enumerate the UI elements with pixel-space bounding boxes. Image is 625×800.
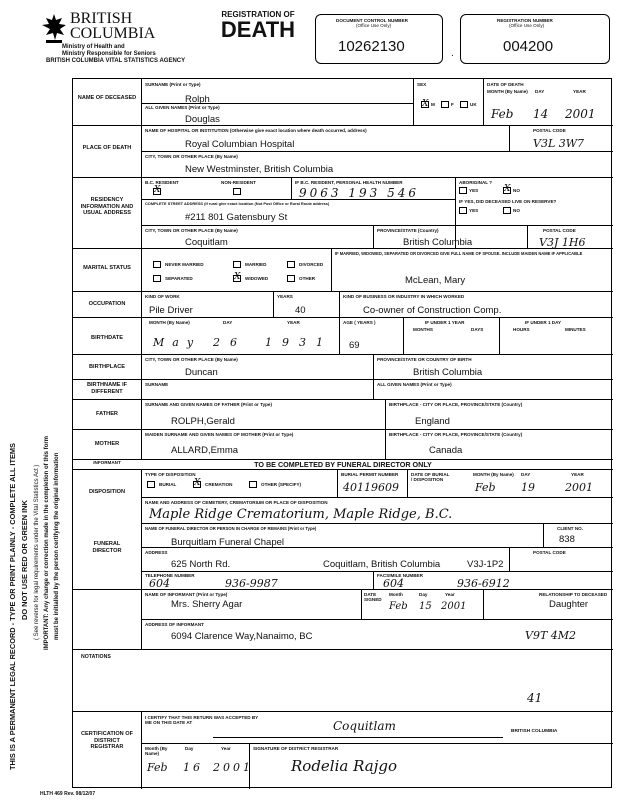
section-residency: RESIDENCY INFORMATION AND USUAL ADDRESS bbox=[80, 197, 134, 216]
dod-year-label: YEAR bbox=[573, 89, 586, 94]
birthname-divider bbox=[373, 379, 374, 399]
fax-label: FACSIMILE NUMBER bbox=[377, 573, 423, 578]
fd-postal-label: POSTAL CODE bbox=[533, 550, 566, 555]
under1year-divider bbox=[403, 317, 404, 354]
aboriginal-yes-label: YES bbox=[469, 188, 479, 193]
res-province-divider bbox=[373, 225, 374, 248]
fd-address-value: 625 North Rd. bbox=[171, 559, 231, 570]
phn-value: 9063 193 546 bbox=[299, 186, 419, 200]
row-sep-1 bbox=[73, 125, 613, 126]
cert-year-label: Year bbox=[221, 746, 231, 751]
permit-divider bbox=[337, 469, 338, 497]
ministry-block bbox=[46, 44, 185, 65]
title-death: DEATH bbox=[220, 17, 296, 42]
non-resident-checkbox[interactable] bbox=[233, 188, 241, 195]
informant-divider bbox=[141, 619, 613, 620]
business-divider bbox=[339, 291, 340, 317]
phn-label: IF B.C. RESIDENT, PERSONAL HEALTH NUMBER bbox=[295, 180, 403, 185]
doc-control-office-use: (Office Use Only) bbox=[356, 23, 392, 28]
res-postal-divider bbox=[527, 225, 528, 248]
side-text-line-4: IMPORTANT: Any change or correction made in the completion of this form bbox=[44, 435, 50, 650]
years-divider bbox=[273, 291, 274, 317]
row-sep-4 bbox=[73, 291, 613, 292]
section-funeral-director: FUNERAL DIRECTOR bbox=[92, 541, 122, 554]
dod-day-value: 14 bbox=[533, 107, 549, 121]
informant-date-label: DATE SIGNED bbox=[364, 592, 382, 602]
section-name-of-deceased: NAME OF DECEASED bbox=[77, 95, 137, 101]
birth-day-value: 26 bbox=[213, 336, 247, 349]
dod-divider bbox=[483, 79, 484, 125]
fd-postal-divider bbox=[509, 547, 510, 571]
res-city-label: CITY, TOWN OR OTHER PLACE (By Name) bbox=[145, 228, 238, 233]
fd-address-label: ADDRESS bbox=[145, 550, 168, 555]
dod-day-label: DAY bbox=[535, 89, 545, 94]
other-disposition-label: OTHER (SPECIFY) bbox=[261, 482, 302, 487]
client-divider bbox=[543, 523, 544, 547]
side-text-line-2: DO NOT USE RED OR GREEN INK bbox=[20, 500, 29, 620]
pod-postal-divider bbox=[509, 125, 510, 151]
fd-divider-3 bbox=[141, 571, 613, 572]
spouse-label: IF MARRIED, WIDOWED, SEPARATED OR DIVORCED GIVE FULL NAME OF SPOUSE. INCLUDE MAIDEN NAME IF APPLICABLE bbox=[335, 251, 583, 256]
surname-value: Rolph bbox=[185, 94, 210, 105]
business-value: Co-owner of Construction Comp. bbox=[363, 305, 502, 316]
funeral-director-name-label: NAME OF FUNERAL DIRECTOR OR PERSON IN CHARGE OF REMAINS (Print or Type) bbox=[145, 526, 317, 531]
sex-uk-checkbox[interactable] bbox=[460, 101, 468, 108]
ministry-line-2: Ministry Responsible for Seniors bbox=[62, 51, 156, 57]
father-birthplace-label: BIRTHPLACE - CITY OR PLACE, PROVINCE/STATE (Country) bbox=[389, 402, 523, 407]
pod-city-value: New Westminster, British Columbia bbox=[185, 164, 334, 175]
reserve-label: IF YES, DID DECEASED LIVE ON RESERVE? bbox=[459, 199, 557, 204]
kind-of-work-value: Pile Driver bbox=[149, 305, 193, 316]
pod-postal-value: V3L 3W7 bbox=[533, 137, 585, 150]
hospital-label: NAME OF HOSPITAL OR INSTITUTION (Otherwise give exact location where death occurred, address) bbox=[145, 128, 367, 133]
never-married-checkbox[interactable] bbox=[153, 261, 161, 268]
cert-year-value: 2001 bbox=[213, 761, 253, 774]
relationship-value: Daughter bbox=[549, 599, 589, 610]
mother-bp-divider bbox=[385, 429, 386, 459]
disp-divider bbox=[141, 497, 613, 498]
street-value: #211 801 Gatensbury St bbox=[185, 212, 288, 223]
res-province-value: British Columbia bbox=[403, 237, 473, 248]
res-postal-value: V3J 1H6 bbox=[539, 236, 586, 249]
surname-label: SURNAME (Print or Type) bbox=[145, 82, 201, 87]
doc-control-value: 10262130 bbox=[338, 38, 405, 55]
title-registration-of: REGISTRATION OF bbox=[221, 10, 295, 19]
birthplace-city-label: CITY, TOWN OR OTHER PLACE (By Name) bbox=[145, 357, 238, 362]
relationship-divider bbox=[483, 589, 484, 619]
bc-resident-mark: X bbox=[154, 185, 161, 195]
fd-divider-2 bbox=[141, 547, 613, 548]
spouse-value: McLean, Mary bbox=[405, 275, 466, 286]
section-notations: NOTATIONS bbox=[81, 654, 111, 660]
informant-postal-value: V9T 4M2 bbox=[525, 629, 577, 642]
separator-dot: . bbox=[451, 48, 454, 59]
disposition-type-label: TYPE OF DISPOSITION bbox=[145, 472, 196, 477]
years-label: YEARS bbox=[277, 294, 293, 299]
pod-divider bbox=[141, 151, 613, 152]
client-number-label: CLIENT NO. bbox=[557, 526, 584, 531]
months-label: MONTHS bbox=[413, 327, 433, 332]
section-occupation: OCCUPATION bbox=[88, 301, 126, 307]
burial-label: BURIAL bbox=[159, 482, 177, 487]
section-birthname-if-different: BIRTHNAME IF DIFFERENT bbox=[86, 382, 128, 395]
side-text-line-1: THIS IS A PERMANENT LEGAL RECORD - TYPE OR PRINT PLAINLY - COMPLETE ALL ITEMS bbox=[8, 443, 17, 770]
cremation-mark: X bbox=[194, 478, 201, 488]
birth-month-label: MONTH (By Name) bbox=[149, 320, 190, 325]
agency-line: BRITISH COLUMBIA VITAL STATISTICS AGENCY bbox=[46, 58, 186, 64]
birthname-surname-label: SURNAME bbox=[145, 382, 169, 387]
birthplace-city-value: Duncan bbox=[185, 367, 218, 378]
disp-month-value: Feb bbox=[475, 481, 496, 494]
non-resident-label: NON-RESIDENT bbox=[221, 180, 256, 185]
disp-day-value: 19 bbox=[521, 481, 535, 494]
reserve-no-label: NO bbox=[513, 208, 520, 213]
row-sep-13 bbox=[73, 649, 613, 650]
birthplace-province-label: PROVINCE/STATE OR COUNTRY OF BIRTH bbox=[377, 357, 472, 362]
relationship-label: RELATIONSHIP TO DECEASED bbox=[539, 592, 608, 597]
burial-permit-value: 40119609 bbox=[343, 481, 399, 494]
sex-male-label: M bbox=[431, 102, 435, 107]
form-title bbox=[212, 10, 304, 41]
registration-number-label: REGISTRATION NUMBER bbox=[497, 18, 553, 23]
birthname-given-label: ALL GIVEN NAMES (Print or Type) bbox=[377, 382, 452, 387]
telephone-value: 936-9987 bbox=[225, 577, 278, 590]
disp-year-value: 2001 bbox=[565, 481, 593, 494]
section-place-of-death: PLACE OF DEATH bbox=[82, 145, 132, 151]
disposition-date-label: DATE OF BURIAL / DISPOSITION bbox=[411, 472, 450, 482]
row-sep-7 bbox=[73, 379, 613, 380]
separated-label: SEPARATED bbox=[165, 276, 193, 281]
telephone-label: TELEPHONE NUMBER bbox=[145, 573, 195, 578]
disp-date-divider bbox=[407, 469, 408, 497]
dod-month-value: Feb bbox=[491, 107, 514, 121]
side-text-line-5: must be initialled by the person certifying the original information bbox=[54, 452, 60, 640]
section-marital-status: MARITAL STATUS bbox=[83, 265, 131, 271]
res-divider-2 bbox=[141, 225, 613, 226]
father-bp-divider bbox=[385, 399, 386, 429]
cert-month-value: Feb bbox=[147, 761, 168, 774]
section-certification: CERTIFICATION OF DISTRICT REGISTRAR bbox=[80, 731, 134, 750]
separated-checkbox[interactable] bbox=[153, 275, 161, 282]
cemetery-value: Maple Ridge Crematorium, Maple Ridge, B.C. bbox=[149, 507, 453, 522]
aboriginal-label: ABORIGINAL ? bbox=[459, 180, 493, 185]
informant-day-value: 15 bbox=[419, 601, 432, 612]
birth-year-value: 1931 bbox=[265, 336, 333, 349]
reserve-yes-label: YES bbox=[469, 208, 479, 213]
reserve-no-checkbox[interactable] bbox=[503, 207, 511, 214]
fd-address-city: Coquitlam, British Columbia bbox=[323, 559, 441, 570]
informant-month-label: Month bbox=[389, 592, 403, 597]
married-checkbox[interactable] bbox=[233, 261, 241, 268]
certify-label: I CERTIFY THAT THIS RETURN WAS ACCEPTED BY ME ON THIS DATE AT bbox=[145, 715, 259, 725]
other-marital-label: OTHER bbox=[299, 276, 316, 281]
sex-uk-label: UK bbox=[470, 102, 477, 107]
informant-date-divider bbox=[361, 589, 362, 619]
cert-divider bbox=[141, 743, 613, 744]
birthplace-province-divider bbox=[373, 354, 374, 379]
days-label: DAYS bbox=[471, 327, 484, 332]
dod-month-label: MONTH (By Name) bbox=[487, 89, 528, 94]
section-disposition: DISPOSITION bbox=[88, 489, 126, 495]
section-informant: INFORMANT bbox=[93, 460, 121, 465]
cert-month-label: Month (By Name) bbox=[145, 746, 168, 756]
fd-address-postal: V3J-1P2 bbox=[467, 559, 504, 570]
cemetery-label: NAME AND ADDRESS OF CEMETERY, CREMATORIUM OR PLACE OF DISPOSITION bbox=[145, 500, 328, 505]
disp-day-label: DAY bbox=[521, 472, 531, 477]
informant-month-value: Feb bbox=[389, 601, 408, 612]
sex-female-checkbox[interactable] bbox=[441, 101, 449, 108]
mother-name-value: ALLARD,Emma bbox=[171, 445, 239, 456]
registration-office-use: (Office Use Only) bbox=[509, 23, 545, 28]
given-names-label: ALL GIVEN NAMES (Print or Type) bbox=[145, 105, 220, 110]
father-name-value: ROLPH,Gerald bbox=[171, 416, 235, 427]
label-column-divider bbox=[141, 79, 142, 459]
doc-control-box bbox=[315, 14, 443, 64]
informant-address-label: ADDRESS OF INFORMANT bbox=[145, 622, 204, 627]
under1day-divider bbox=[499, 317, 500, 354]
sex-divider bbox=[413, 79, 414, 125]
under-1-day-label: IF UNDER 1 DAY bbox=[525, 320, 562, 325]
registrar-signature: Rodelia Rajgo bbox=[291, 757, 397, 775]
pod-postal-label: POSTAL CODE bbox=[533, 128, 566, 133]
telephone-area-code: 604 bbox=[149, 577, 170, 590]
section-mother: MOTHER bbox=[94, 441, 120, 447]
disp-month-label: MONTH (By Name) bbox=[473, 472, 514, 477]
informant-address-value: 6094 Clarence Way,Nanaimo, BC bbox=[171, 631, 313, 642]
informant-year-value: 2001 bbox=[441, 601, 467, 612]
birth-year-label: YEAR bbox=[287, 320, 300, 325]
funeral-director-name-value: Burquitlam Funeral Chapel bbox=[171, 537, 285, 548]
given-names-value: Douglas bbox=[185, 114, 220, 125]
burial-permit-label: BURIAL PERMIT NUMBER bbox=[341, 472, 399, 477]
bc-logo-icon bbox=[40, 12, 68, 44]
street-label: COMPLETE STREET ADDRESS (If rural give exact location (Not Post Office or Rural Route address) bbox=[145, 201, 330, 206]
cert-day-value: 16 bbox=[183, 761, 203, 774]
hours-label: HOURS bbox=[513, 327, 530, 332]
doc-control-label: DOCUMENT CONTROL NUMBER bbox=[336, 18, 408, 23]
sex-female-label: F bbox=[451, 102, 454, 107]
birthplace-province-value: British Columbia bbox=[413, 367, 483, 378]
fax-divider bbox=[373, 571, 374, 589]
mother-birthplace-value: Canada bbox=[429, 445, 463, 456]
row-sep-11 bbox=[73, 469, 613, 470]
section-birthdate: BIRTHDATE bbox=[91, 335, 123, 341]
mother-name-label: MAIDEN SURNAME AND GIVEN NAMES OF MOTHER (Print or Type) bbox=[145, 432, 294, 437]
res-postal-label: POSTAL CODE bbox=[543, 228, 576, 233]
registration-number-box bbox=[460, 14, 610, 64]
label-column-divider-lower bbox=[141, 469, 142, 649]
aboriginal-no-label: NO bbox=[513, 188, 520, 193]
other-marital-checkbox[interactable] bbox=[287, 275, 295, 282]
years-value: 40 bbox=[295, 305, 306, 316]
registration-number-value: 004200 bbox=[503, 38, 554, 55]
row-sep-5 bbox=[73, 317, 613, 318]
informant-day-label: Day bbox=[419, 592, 428, 597]
age-value: 69 bbox=[349, 340, 360, 351]
father-name-label: SURNAME AND GIVEN NAMES OF FATHER (Print or Type) bbox=[145, 402, 273, 407]
fax-value: 936-6912 bbox=[457, 577, 510, 590]
other-disposition-checkbox[interactable] bbox=[249, 481, 257, 488]
date-of-death-label: DATE OF DEATH bbox=[487, 82, 524, 87]
informant-year-label: Year bbox=[445, 592, 455, 597]
age-divider bbox=[339, 317, 340, 354]
phn-divider bbox=[291, 177, 292, 199]
ministry-line-1: Ministry of Health and bbox=[62, 44, 125, 50]
res-city-value: Coquitlam bbox=[185, 237, 228, 248]
row-sep-14 bbox=[73, 711, 613, 712]
aboriginal-no-mark: X bbox=[504, 184, 511, 194]
org-name bbox=[70, 11, 155, 41]
cremation-label: CREMATION bbox=[205, 482, 233, 487]
row-sep-9 bbox=[73, 429, 613, 430]
burial-checkbox[interactable] bbox=[147, 481, 155, 488]
notations-mark: 41 bbox=[527, 691, 543, 705]
hospital-value: Royal Columbian Hospital bbox=[185, 139, 295, 150]
disp-year-label: YEAR bbox=[571, 472, 584, 477]
signature-divider bbox=[249, 743, 250, 789]
business-label: KIND OF BUSINESS OR INDUSTRY IN WHICH WORKED bbox=[343, 294, 465, 299]
age-label: AGE ( YEARS ) bbox=[343, 320, 376, 325]
mother-birthplace-label: BIRTHPLACE - CITY OR PLACE, PROVINCE/STATE (Country) bbox=[389, 432, 523, 437]
informant-name-value: Mrs. Sherry Agar bbox=[171, 599, 243, 610]
divorced-checkbox[interactable] bbox=[287, 261, 295, 268]
sex-label: SEX bbox=[417, 82, 427, 87]
row-sep-6 bbox=[73, 354, 613, 355]
reserve-yes-checkbox[interactable] bbox=[459, 207, 467, 214]
sex-male-mark: X bbox=[422, 99, 429, 109]
row-sep-8 bbox=[73, 399, 613, 400]
client-number-value: 838 bbox=[559, 534, 575, 545]
under-1-year-label: IF UNDER 1 YEAR bbox=[425, 320, 465, 325]
death-registration-form bbox=[72, 78, 612, 788]
section-father: FATHER bbox=[96, 411, 118, 417]
widowed-label: WIDOWED bbox=[245, 276, 269, 281]
signature-label: SIGNATURE OF DISTRICT REGISTRAR bbox=[253, 746, 339, 751]
row-sep-3 bbox=[73, 248, 613, 249]
form-footer: HLTH 469 Rev. 98/12/07 bbox=[40, 791, 96, 797]
divorced-label: DIVORCED bbox=[299, 262, 324, 267]
spouse-divider bbox=[331, 248, 332, 291]
bc-resident-label: B.C. RESIDENT bbox=[145, 180, 179, 185]
pod-city-label: CITY, TOWN OR OTHER PLACE (By Name) bbox=[145, 154, 238, 159]
surname-divider bbox=[141, 103, 413, 104]
res-province-label: PROVINCE/STATE (Country) bbox=[377, 228, 439, 233]
row-sep-2 bbox=[73, 177, 613, 178]
widowed-mark: X bbox=[234, 272, 241, 282]
certify-place-value: Coquitlam bbox=[333, 719, 396, 733]
birth-day-label: DAY bbox=[223, 320, 233, 325]
minutes-label: MINUTES bbox=[565, 327, 586, 332]
fax-area-code: 604 bbox=[383, 577, 404, 590]
org-line-1: BRITISH bbox=[70, 10, 133, 27]
aboriginal-yes-checkbox[interactable] bbox=[459, 187, 467, 194]
label-column-divider-cert bbox=[141, 711, 142, 789]
married-label: MARRIED bbox=[245, 262, 267, 267]
certify-place-line bbox=[213, 737, 503, 738]
dod-year-value: 2001 bbox=[565, 107, 596, 121]
section-birthplace: BIRTHPLACE bbox=[88, 364, 126, 370]
org-line-2: COLUMBIA bbox=[70, 25, 156, 42]
side-text-line-3: ( See reverse for legal requirements under the Vital Statistics Act ) bbox=[34, 464, 40, 640]
funeral-director-banner: TO BE COMPLETED BY FUNERAL DIRECTOR ONLY bbox=[254, 460, 432, 469]
birth-month-value: May bbox=[153, 336, 202, 349]
never-married-label: NEVER MARRIED bbox=[165, 262, 204, 267]
informant-name-label: NAME OF INFORMANT (Print or Type) bbox=[145, 592, 228, 597]
certify-province: BRITISH COLUMBIA bbox=[511, 729, 558, 734]
res-divider-1 bbox=[141, 199, 455, 200]
kind-of-work-label: KIND OF WORK bbox=[145, 294, 180, 299]
father-birthplace-value: England bbox=[415, 416, 450, 427]
cert-day-label: Day bbox=[185, 746, 194, 751]
